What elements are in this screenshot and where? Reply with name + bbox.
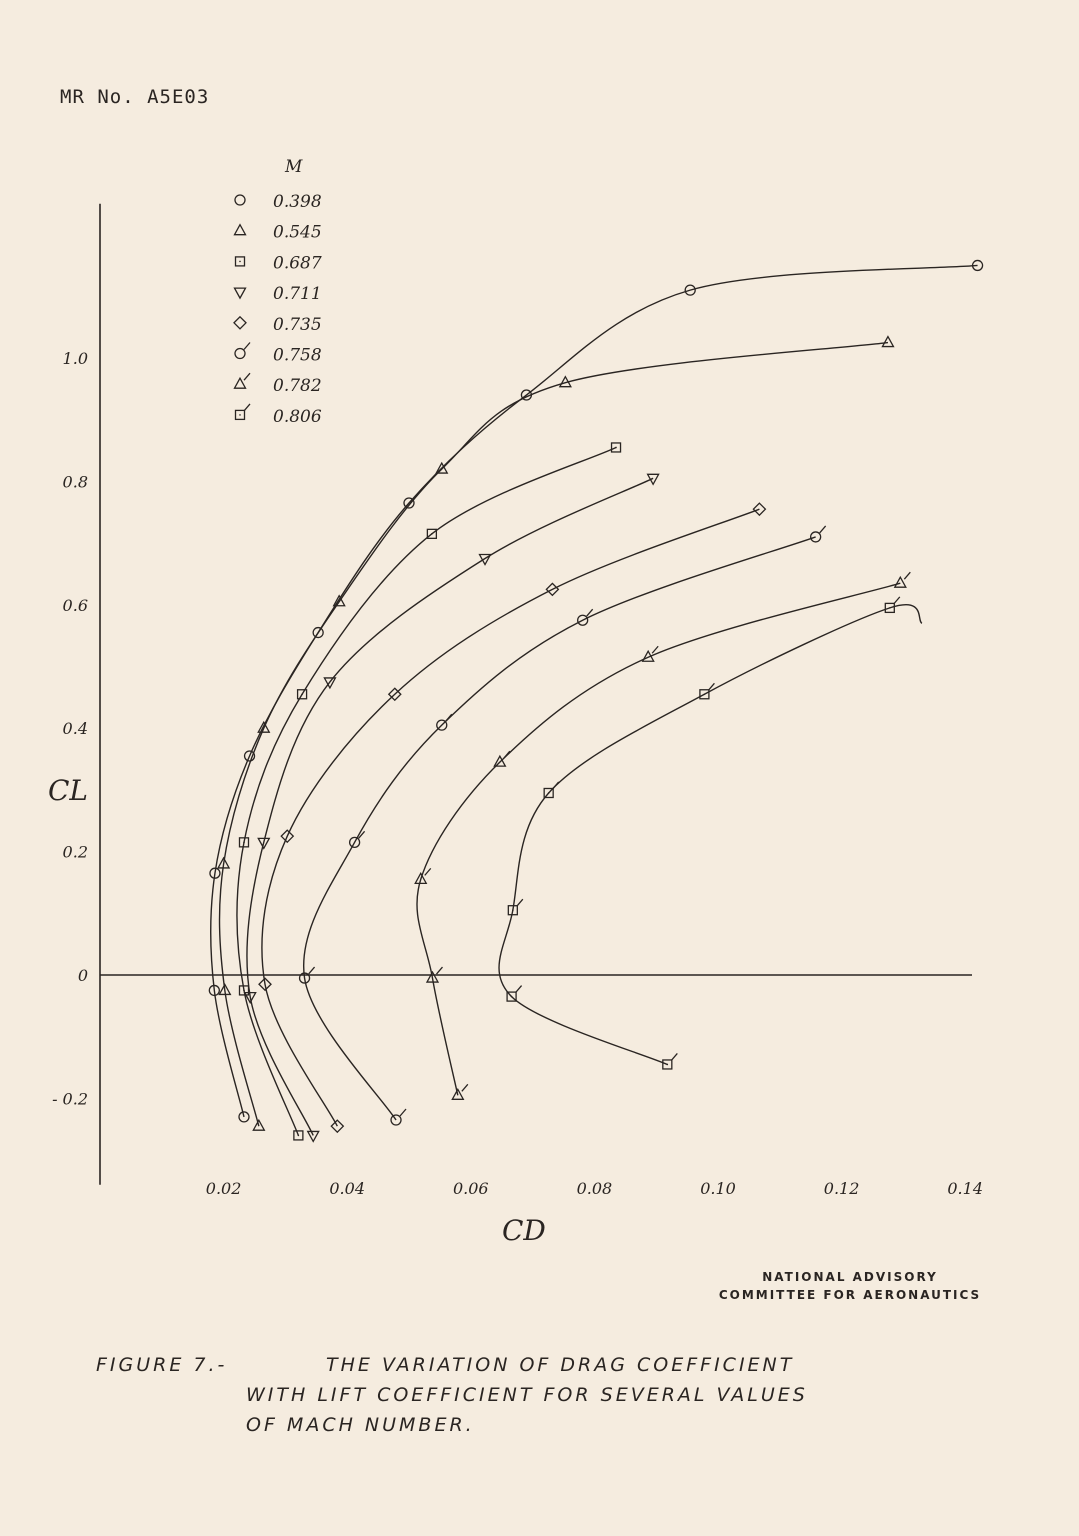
data-point	[885, 597, 900, 613]
diamond-marker	[753, 503, 765, 515]
legend-item	[235, 223, 322, 243]
data-point	[663, 1053, 678, 1069]
marker-flag	[652, 646, 658, 653]
marker-flag	[904, 572, 910, 579]
marker-flag	[671, 1053, 677, 1060]
y-tick-label: 0.2	[62, 842, 88, 862]
data-point	[753, 503, 765, 515]
organization-line-2: COMMITTEE FOR AERONAUTICS	[718, 1288, 982, 1302]
triangle-down-marker	[648, 474, 659, 484]
data-point	[235, 225, 246, 235]
series-curve	[211, 265, 978, 1116]
figure-caption	[96, 1350, 1026, 1440]
series-curve	[237, 447, 616, 1135]
data-point	[882, 337, 893, 347]
data-point	[235, 343, 250, 359]
y-tick-label: 0	[77, 966, 88, 985]
legend-item	[235, 192, 322, 212]
data-point	[294, 1131, 303, 1140]
data-point	[235, 195, 245, 205]
series-curve	[417, 583, 900, 1095]
caption-line-1: THE VARIATION OF DRAG COEFFICIENT	[326, 1354, 795, 1376]
marker-dot	[243, 990, 245, 992]
marker-dot	[615, 447, 617, 449]
marker-dot	[704, 693, 706, 695]
marker-flag	[425, 868, 431, 875]
data-point	[494, 751, 510, 766]
marker-flag	[504, 751, 510, 758]
data-point	[811, 526, 826, 542]
data-point	[700, 683, 715, 699]
legend-item	[235, 284, 322, 304]
marker-flag	[446, 714, 452, 721]
marker-flag	[309, 967, 315, 974]
marker-dot	[548, 792, 550, 794]
data-point	[648, 474, 659, 484]
marker-flag	[820, 526, 826, 533]
legend-label: 0.782	[273, 376, 322, 397]
y-tick-label: 0.8	[62, 472, 88, 492]
legend-item	[236, 253, 322, 273]
report-id: MR No. A5E03	[60, 86, 210, 108]
x-tick-label: 0.08	[576, 1179, 613, 1198]
x-tick-label: 0.04	[329, 1179, 366, 1198]
data-point	[236, 404, 251, 420]
organization-line-1: NATIONAL ADVISORY	[762, 1270, 938, 1284]
data-point	[350, 831, 365, 847]
triangle-marker	[882, 337, 893, 347]
data-point	[298, 690, 307, 699]
triangle-marker	[235, 225, 246, 235]
legend-label: 0.735	[273, 314, 322, 335]
marker-dot	[511, 996, 513, 998]
y-axis-title: CL	[48, 774, 89, 807]
data-point	[235, 288, 246, 298]
legend-label: 0.711	[273, 284, 322, 305]
data-point	[612, 443, 621, 452]
triangle-down-marker	[235, 288, 246, 298]
figure-label: FIGURE 7.-	[96, 1354, 228, 1376]
series-curve	[220, 343, 888, 1127]
data-point	[415, 868, 431, 883]
series-markers	[209, 260, 982, 1141]
x-tick-label: 0.10	[700, 1179, 736, 1198]
data-point	[235, 373, 251, 388]
legend-item	[234, 315, 322, 335]
caption-line-2: WITH LIFT COEFFICIENT FOR SEVERAL VALUES	[246, 1384, 808, 1406]
legend-label: 0.398	[273, 192, 322, 212]
marker-flag	[436, 967, 442, 974]
marker-flag	[516, 986, 522, 993]
data-point	[236, 257, 245, 266]
marker-dot	[239, 414, 241, 416]
marker-dot	[301, 693, 303, 695]
marker-flag	[244, 373, 250, 380]
legend-item	[235, 373, 322, 396]
series-curve	[304, 537, 816, 1120]
x-tick-label: 0.14	[947, 1179, 984, 1198]
marker-dot	[889, 607, 891, 609]
y-tick-label: - 0.2	[52, 1089, 88, 1109]
x-tick-label: 0.06	[452, 1179, 489, 1198]
triangle-down-marker	[308, 1131, 319, 1141]
legend-item	[236, 404, 322, 427]
marker-flag	[244, 404, 250, 411]
x-tick-label: 0.02	[205, 1179, 242, 1198]
marker-dot	[298, 1135, 300, 1137]
legend-label: 0.758	[273, 345, 322, 366]
marker-dot	[243, 842, 245, 844]
legend-label: 0.687	[273, 253, 322, 274]
tick-labels	[52, 349, 983, 1198]
y-tick-label: 1.0	[62, 349, 88, 368]
legend-item	[235, 343, 322, 366]
legend-label: 0.545	[273, 222, 322, 243]
marker-dot	[431, 533, 433, 535]
x-tick-label: 0.12	[823, 1179, 860, 1198]
x-axis-title: CD	[502, 1214, 546, 1247]
legend	[234, 157, 322, 427]
legend-label: 0.806	[273, 406, 322, 427]
marker-dot	[667, 1064, 669, 1066]
caption-line-3: OF MACH NUMBER.	[246, 1414, 475, 1436]
diamond-marker	[234, 317, 246, 329]
marker-flag	[400, 1109, 406, 1116]
y-tick-label: 0.4	[62, 719, 88, 739]
marker-flag	[553, 782, 559, 789]
marker-flag	[517, 899, 523, 906]
circle-marker	[235, 195, 245, 205]
series-curve	[499, 605, 922, 1065]
series-curves	[211, 265, 978, 1135]
marker-flag	[894, 597, 900, 604]
marker-dot	[239, 261, 241, 263]
y-tick-label: 0.6	[62, 595, 88, 615]
organization-stamp	[700, 1268, 1000, 1304]
marker-flag	[244, 343, 250, 350]
legend-title: M	[285, 157, 303, 177]
marker-flag	[462, 1084, 468, 1091]
data-point	[452, 1084, 468, 1099]
data-point	[234, 317, 246, 329]
data-point	[508, 899, 522, 915]
axes	[100, 204, 972, 1185]
data-point	[895, 572, 911, 587]
marker-dot	[512, 909, 514, 911]
circle-marker	[235, 349, 245, 359]
data-point	[308, 1131, 319, 1141]
